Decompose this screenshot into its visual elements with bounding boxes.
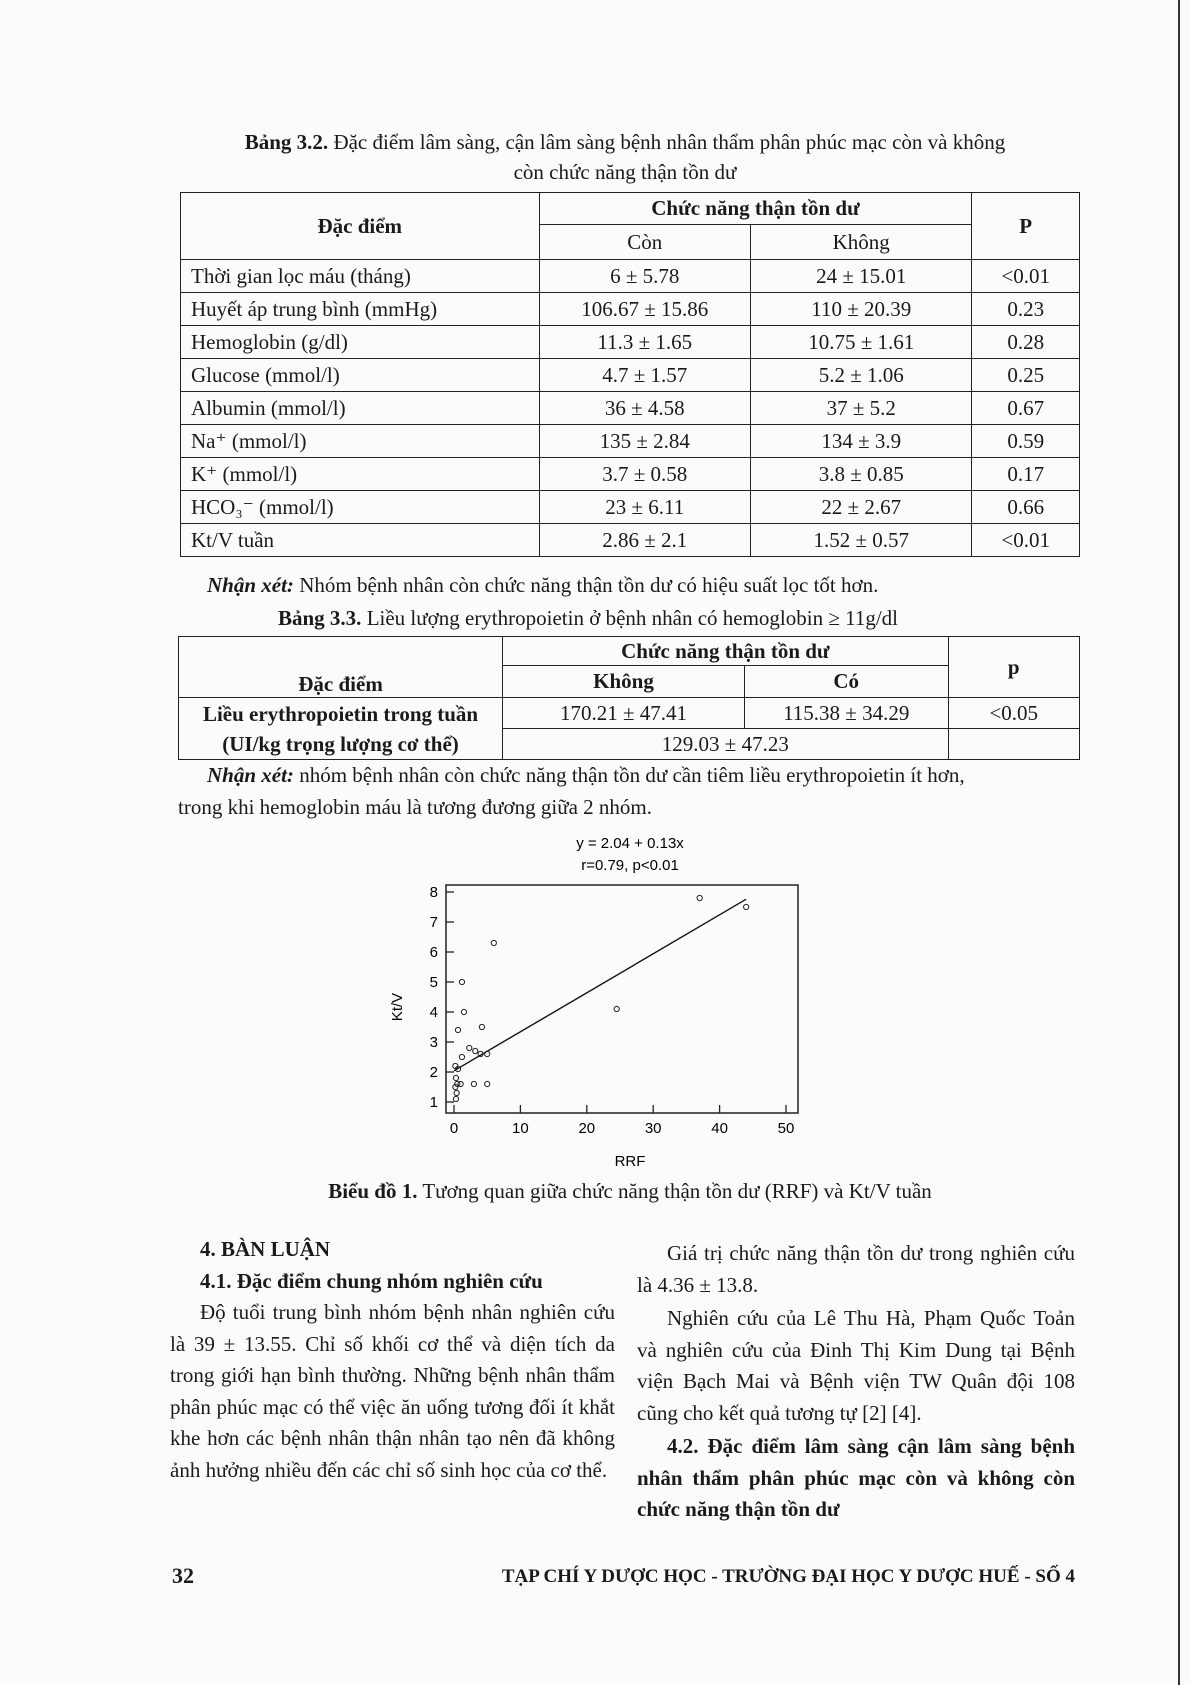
cell-khong: 37 ± 5.2: [751, 392, 972, 425]
data-point: [467, 1045, 472, 1050]
cell-con: 23 ± 6.11: [539, 491, 751, 524]
row-label: Huyết áp trung bình (mmHg): [181, 293, 540, 326]
table33-cell-overall: 129.03 ± 47.23: [503, 729, 948, 760]
x-axis-label: RRF: [614, 1153, 646, 1170]
table-row: [181, 326, 1080, 359]
data-point: [485, 1051, 490, 1056]
row-label: Hemoglobin (g/dl): [181, 326, 540, 359]
scatter-chart: [380, 830, 840, 1180]
table32-header-con: Còn: [539, 225, 751, 260]
cell-p: 0.23: [972, 293, 1080, 326]
row-label: Kt/V tuần: [181, 524, 540, 557]
data-point: [458, 1081, 463, 1086]
cell-con: 3.7 ± 0.58: [539, 458, 751, 491]
table33-header-p: p: [948, 637, 1079, 698]
table32: [180, 192, 1080, 557]
discussion-subheading-1: 4.1. Đặc điểm chung nhóm nghiên cứu: [200, 1268, 543, 1293]
cell-p: 0.28: [972, 326, 1080, 359]
table33-header-khong: Không: [503, 666, 745, 698]
data-point: [744, 904, 749, 909]
discussion-paragraph-3: Nghiên cứu của Lê Thu Hà, Phạm Quốc Toản và nghiên cứu của Đinh Thị Kim Dung tại Bệnh viện Bạch Mai và Bệnh viện TW Quân đội 108 cũng cho kết quả tương tự [2] [4].: [637, 1306, 1075, 1425]
discussion-paragraph-1: Độ tuổi trung bình nhóm bệnh nhân nghiên cứu là 39 ± 13.55. Chỉ số khối cơ thể và diện tích da trong giới hạn bình thường. Những bệnh nhân thẩm phân phúc mạc có thể việc ăn uống tương đối ít khắt khe hơn các bệnh nhân thận nhân tạo nên đã không ảnh hưởng nhiều đến các chỉ số sinh học của cơ thể.: [170, 1300, 615, 1482]
table33-cell-empty: [948, 729, 1079, 760]
cell-con: 106.67 ± 15.86: [539, 293, 751, 326]
chart-title: y = 2.04 + 0.13x: [576, 835, 684, 852]
cell-khong: 5.2 ± 1.06: [751, 359, 972, 392]
cell-con: 36 ± 4.58: [539, 392, 751, 425]
table-row: [181, 359, 1080, 392]
table33-header-feature: Đặc điểm: [179, 637, 503, 698]
y-tick-label: 2: [429, 1064, 438, 1081]
y-tick-label: 5: [429, 974, 438, 991]
cell-p: 0.17: [972, 458, 1080, 491]
y-tick-label: 1: [429, 1094, 438, 1111]
y-tick-label: 6: [429, 944, 438, 961]
x-tick-label: 10: [512, 1120, 529, 1137]
x-axis: [450, 1105, 795, 1137]
cell-p: <0.01: [972, 524, 1080, 557]
y-tick-label: 8: [429, 884, 438, 901]
cell-khong: 1.52 ± 0.57: [751, 524, 972, 557]
cell-con: 6 ± 5.78: [539, 260, 751, 293]
data-point: [479, 1024, 484, 1029]
cell-p: 0.25: [972, 359, 1080, 392]
cell-con: 135 ± 2.84: [539, 425, 751, 458]
cell-p: 0.67: [972, 392, 1080, 425]
data-points: [453, 895, 749, 1101]
discussion-subheading-2: 4.2. Đặc điểm lâm sàng cận lâm sàng bệnh nhân thẩm phân phúc mạc còn và không còn chức năng thận tồn dư: [637, 1434, 1075, 1521]
table32-caption-text: Đặc điểm lâm sàng, cận lâm sàng bệnh nhân thẩm phân phúc mạc còn và không: [333, 130, 1006, 154]
page-edge-line: [1178, 0, 1180, 1685]
cell-khong: 24 ± 15.01: [751, 260, 972, 293]
table33-note-text: nhóm bệnh nhân còn chức năng thận tồn dư cần tiêm liều erythropoietin ít hơn,: [293, 763, 965, 787]
table-row: [181, 392, 1080, 425]
data-point: [471, 1081, 476, 1086]
table33-note-line2: trong khi hemoglobin máu là tương đương giữa 2 nhóm.: [178, 795, 652, 819]
cell-p: 0.66: [972, 491, 1080, 524]
x-tick-label: 50: [777, 1120, 795, 1137]
table32-caption-label: Bảng 3.2.: [244, 130, 329, 154]
table33-cell-co: 115.38 ± 34.29: [744, 698, 948, 729]
table33-header-co: Có: [744, 666, 948, 698]
table-row: [181, 293, 1080, 326]
table32-header-p: P: [972, 193, 1080, 260]
journal-footer: TẠP CHÍ Y DƯỢC HỌC - TRƯỜNG ĐẠI HỌC Y DƯỢC HUẾ - SỐ 4: [501, 1566, 1075, 1587]
data-point: [614, 1006, 619, 1011]
x-tick-label: 30: [644, 1120, 662, 1137]
discussion-left-column: [170, 1234, 615, 1486]
y-tick-label: 7: [429, 914, 438, 931]
data-point: [461, 1009, 466, 1014]
data-point: [473, 1048, 478, 1053]
cell-khong: 3.8 ± 0.85: [751, 458, 972, 491]
discussion-paragraph-2: Giá trị chức năng thận tồn dư trong nghiên cứu là 4.36 ± 13.8.: [637, 1241, 1075, 1297]
row-label: Na⁺ (mmol/l): [181, 425, 540, 458]
discussion-right-column: [637, 1238, 1075, 1526]
table33-caption: [278, 602, 1078, 634]
y-axis: [430, 884, 454, 1111]
data-point: [697, 895, 702, 900]
table32-header-group: Chức năng thận tồn dư: [539, 193, 972, 225]
table33-row-label-2: (UI/kg trọng lượng cơ thể): [222, 731, 459, 756]
chart-caption-text: Tương quan giữa chức năng thận tồn dư (RRF) và Kt/V tuần: [417, 1179, 932, 1203]
cell-khong: 134 ± 3.9: [751, 425, 972, 458]
x-tick-label: 40: [711, 1120, 728, 1137]
cell-con: 11.3 ± 1.65: [539, 326, 751, 359]
y-tick-label: 4: [429, 1004, 438, 1021]
table33-row-label: [179, 698, 503, 760]
table-row: [181, 524, 1080, 557]
table32-caption-line2: còn chức năng thận tồn dư: [513, 160, 737, 184]
row-label: K⁺ (mmol/l): [181, 458, 540, 491]
cell-con: 2.86 ± 2.1: [539, 524, 751, 557]
table32-header-khong: Không: [751, 225, 972, 260]
cell-khong: 110 ± 20.39: [751, 293, 972, 326]
row-label: Albumin (mmol/l): [181, 392, 540, 425]
cell-p: 0.59: [972, 425, 1080, 458]
chart-caption-label: Biểu đồ 1.: [328, 1179, 418, 1203]
table33: [178, 636, 1080, 760]
table33-cell-khong: 170.21 ± 47.41: [503, 698, 745, 729]
row-label: HCO₃⁻ (mmol/l): [181, 491, 540, 524]
data-point: [454, 1090, 459, 1095]
table33-note: [178, 759, 1083, 823]
y-tick-label: 3: [429, 1034, 438, 1051]
table33-caption-label: Bảng 3.3.: [278, 606, 362, 630]
y-axis-label: Kt/V: [389, 992, 406, 1022]
plot-frame: [446, 885, 798, 1113]
chart-subtitle: r=0.79, p<0.01: [581, 857, 679, 874]
row-label: Glucose (mmol/l): [181, 359, 540, 392]
table33-note-label: Nhận xét:: [207, 763, 294, 787]
x-tick-label: 0: [449, 1120, 459, 1137]
table32-header-feature: Đặc điểm: [181, 193, 540, 260]
table33-header-group: Chức năng thận tồn dư: [503, 637, 948, 666]
data-point: [459, 1054, 464, 1059]
cell-khong: 10.75 ± 1.61: [751, 326, 972, 359]
cell-p: <0.01: [972, 260, 1080, 293]
chart-caption: [175, 1176, 1085, 1206]
table32-note-label: Nhận xét:: [207, 573, 294, 597]
data-point: [459, 979, 464, 984]
cell-con: 4.7 ± 1.57: [539, 359, 751, 392]
table33-cell-p: <0.05: [948, 698, 1079, 729]
x-tick-label: 20: [578, 1120, 596, 1137]
cell-khong: 22 ± 2.67: [751, 491, 972, 524]
discussion-heading: 4. BÀN LUẬN: [200, 1237, 331, 1261]
data-point: [453, 1096, 458, 1101]
data-point: [485, 1081, 490, 1086]
row-label: Thời gian lọc máu (tháng): [181, 260, 540, 293]
table-row: [181, 425, 1080, 458]
table32-note: [207, 569, 1087, 601]
table32-note-text: Nhóm bệnh nhân còn chức năng thận tồn dư có hiệu suất lọc tốt hơn.: [293, 573, 879, 597]
data-point: [455, 1027, 460, 1032]
table-row: [181, 491, 1080, 524]
data-point: [453, 1075, 458, 1080]
table33-row-label-1: Liều erythropoietin trong tuần: [202, 701, 479, 726]
table-row: [181, 260, 1080, 293]
table32-caption: [175, 127, 1075, 187]
table-row: [181, 458, 1080, 491]
data-point: [491, 940, 496, 945]
page-number: 32: [172, 1563, 194, 1588]
table33-caption-text: Liều lượng erythropoietin ở bệnh nhân có hemoglobin ≥ 11g/dl: [361, 606, 899, 630]
regression-line: [454, 899, 746, 1071]
